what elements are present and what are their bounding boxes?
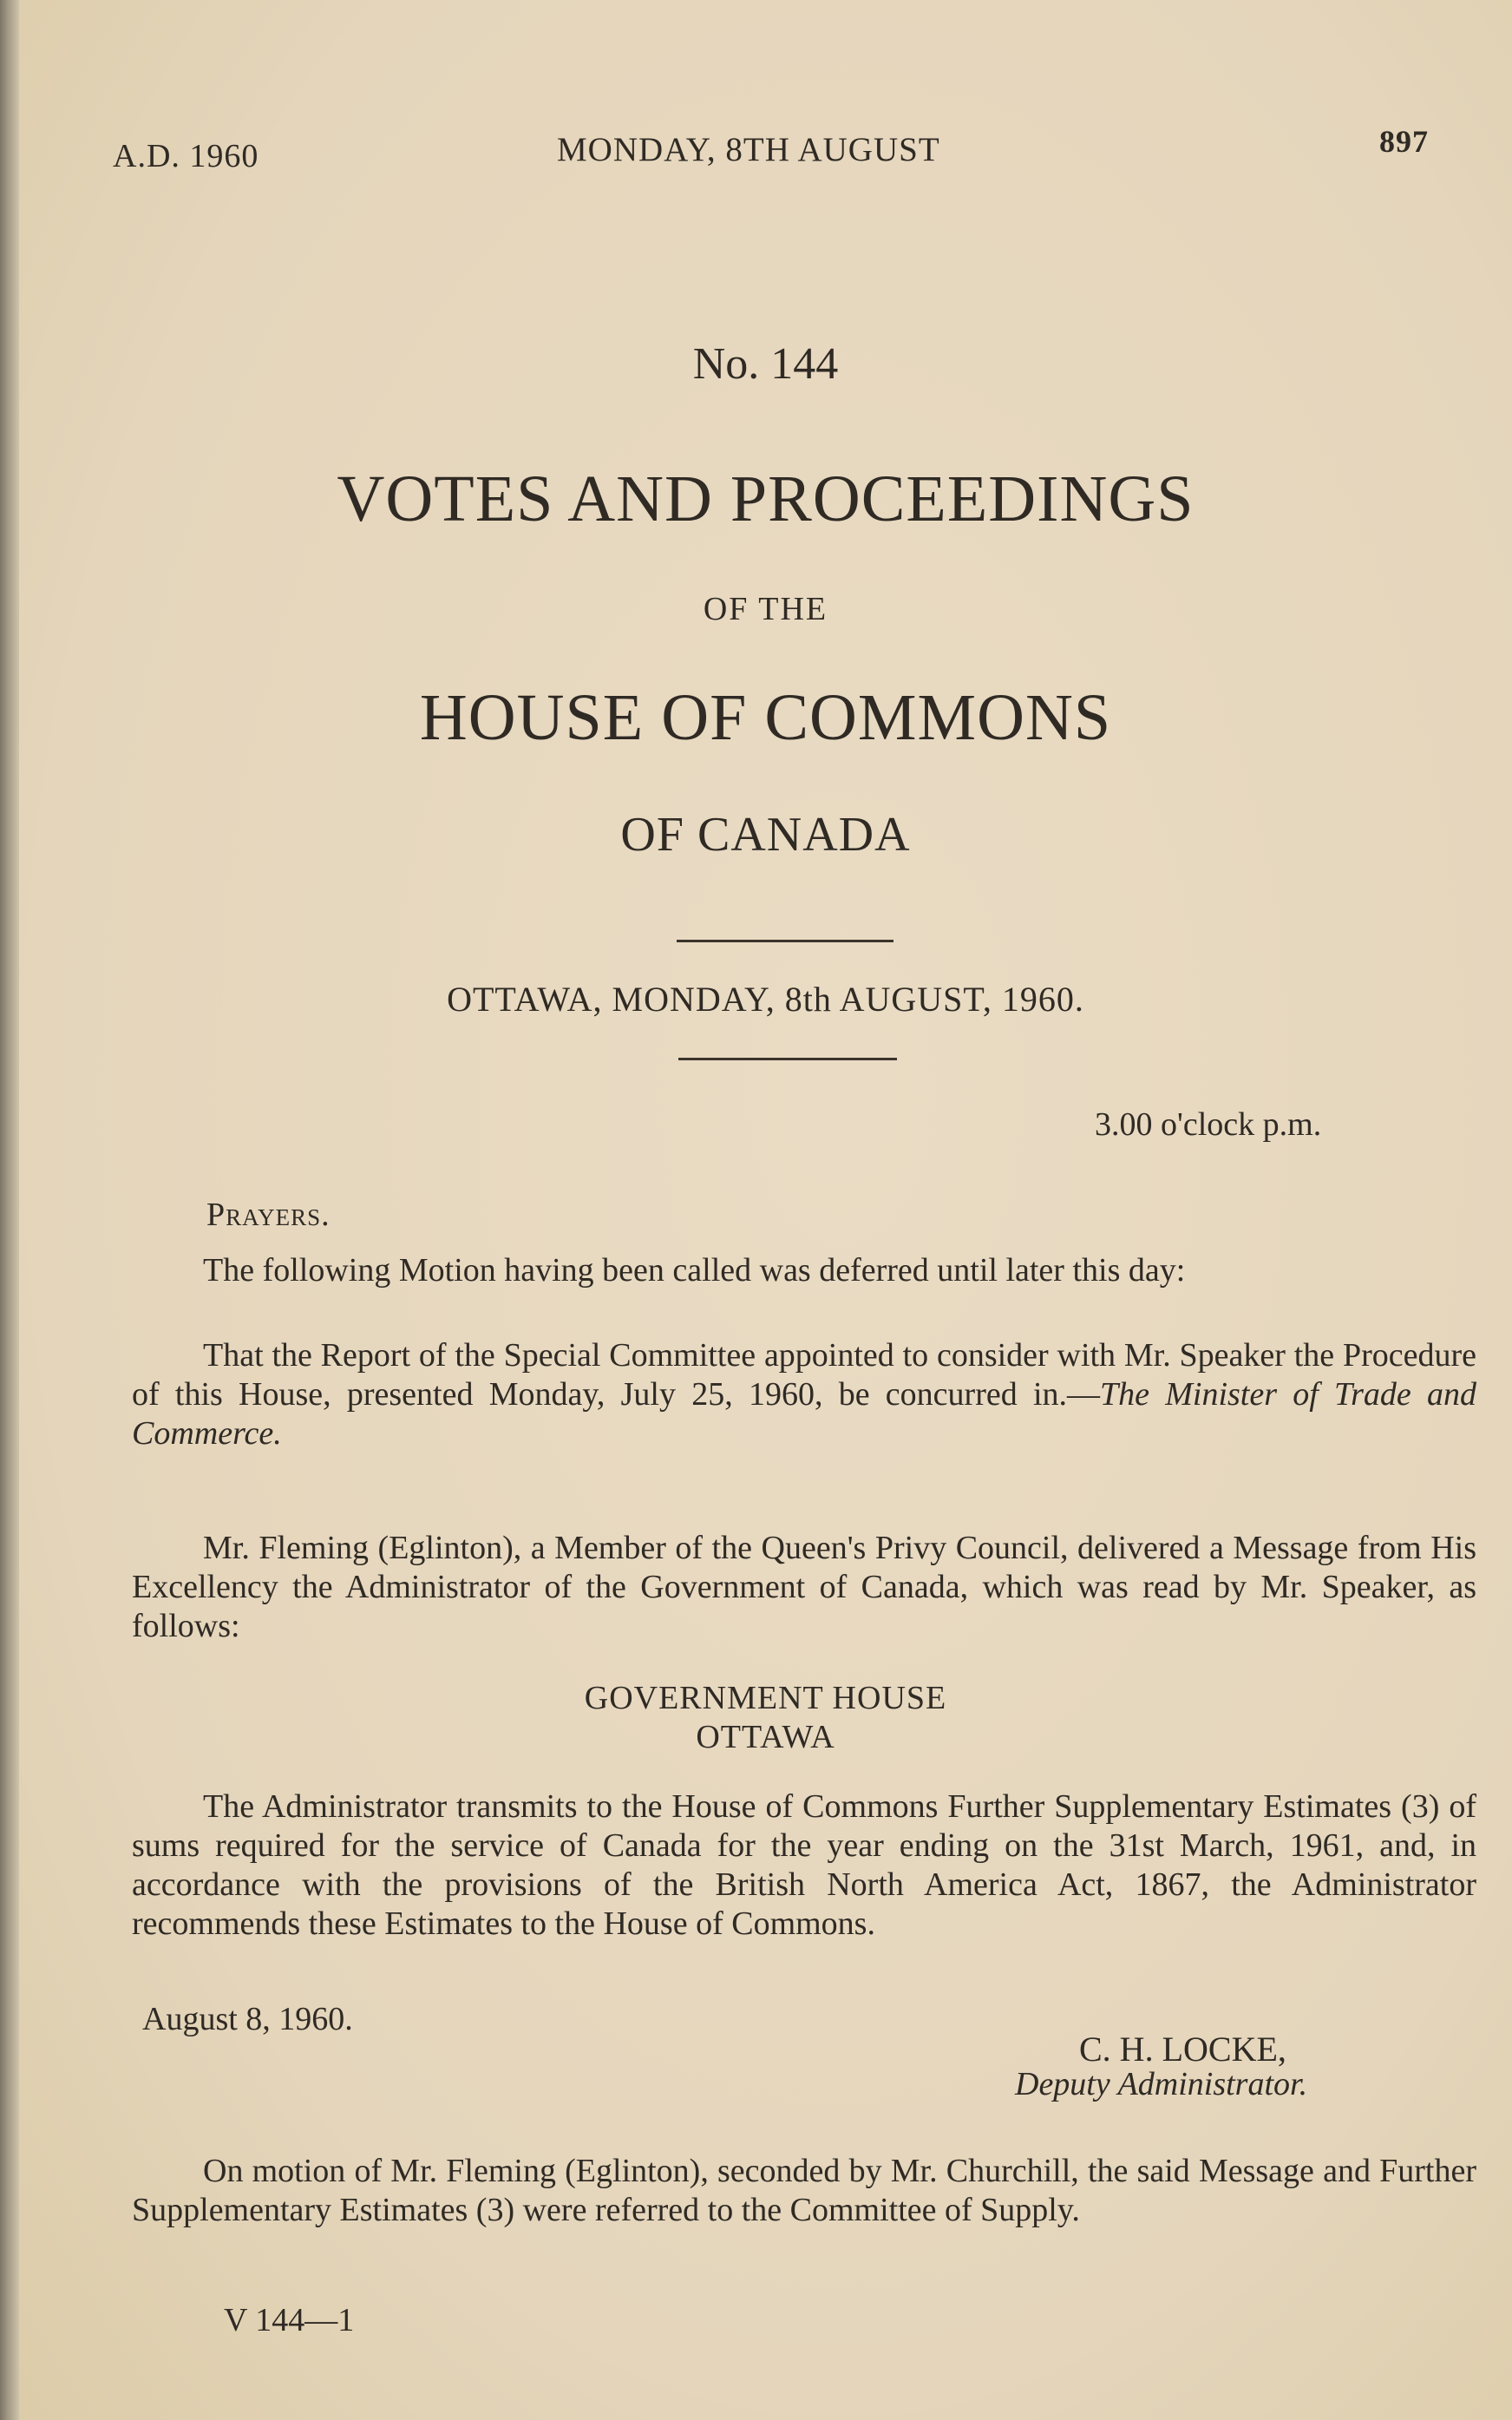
divider-bottom bbox=[678, 1058, 897, 1060]
title-of-the: OF THE bbox=[703, 591, 828, 627]
message-heading-government-house: GOVERNMENT HOUSE bbox=[584, 1680, 947, 1716]
dateline: OTTAWA, MONDAY, 8th AUGUST, 1960. bbox=[447, 980, 1084, 1019]
prayers-heading: Prayers. bbox=[206, 1197, 331, 1233]
signatory-name: C. H. LOCKE, bbox=[1079, 2030, 1286, 2069]
document-title: VOTES AND PROCEEDINGS bbox=[337, 462, 1195, 535]
document-page bbox=[19, 0, 1512, 2420]
message-intro: Mr. Fleming (Eglinton), a Member of the Queen's Privy Council, delivered a Message from His Excellency the Administrator of the Government of Canada, which was read by Mr. Speaker, as follows: bbox=[132, 1530, 1476, 1644]
message-date: August 8, 1960. bbox=[142, 2001, 353, 2037]
deferred-motion-intro: The following Motion having been called was deferred until later this day: bbox=[203, 1252, 1186, 1289]
house-title: HOUSE OF COMMONS bbox=[419, 681, 1112, 754]
message-heading-ottawa: OTTAWA bbox=[696, 1719, 835, 1755]
motion-mover: The Minister of Trade and Commerce. bbox=[132, 1376, 1476, 1452]
footer-code: V 144—1 bbox=[224, 2302, 355, 2338]
referral-paragraph: On motion of Mr. Fleming (Eglinton), seconded by Mr. Churchill, the said Message and Further Supplementary Estimates (3) were referred to the Committee of Supply. bbox=[132, 2153, 1476, 2228]
motion-text: That the Report of the Special Committee appointed to consider with Mr. Speaker the Procedure of this House, presented Monday, July 25, 1960, be concurred in.— bbox=[132, 1337, 1476, 1413]
sitting-time: 3.00 o'clock p.m. bbox=[1095, 1106, 1322, 1143]
header-year: A.D. 1960 bbox=[113, 138, 259, 174]
signatory-title: Deputy Administrator. bbox=[1015, 2066, 1308, 2102]
deferred-motion-text bbox=[132, 1336, 1476, 1453]
issue-number: No. 144 bbox=[692, 339, 839, 389]
header-date: MONDAY, 8TH AUGUST bbox=[557, 131, 940, 168]
page-number: 897 bbox=[1379, 124, 1429, 159]
message-body: The Administrator transmits to the House of Commons Further Supplementary Estimates (3) of sums required for the service of Canada for the year ending on the 31st March, 1961, and, in accordance with the provisions of the British North America Act, 1867, the Administrator recommends these Estimates to the House of Commons. bbox=[132, 1788, 1476, 1942]
book-binding-edge bbox=[0, 0, 19, 2420]
country-title: OF CANADA bbox=[620, 808, 911, 862]
divider-top bbox=[677, 940, 893, 942]
